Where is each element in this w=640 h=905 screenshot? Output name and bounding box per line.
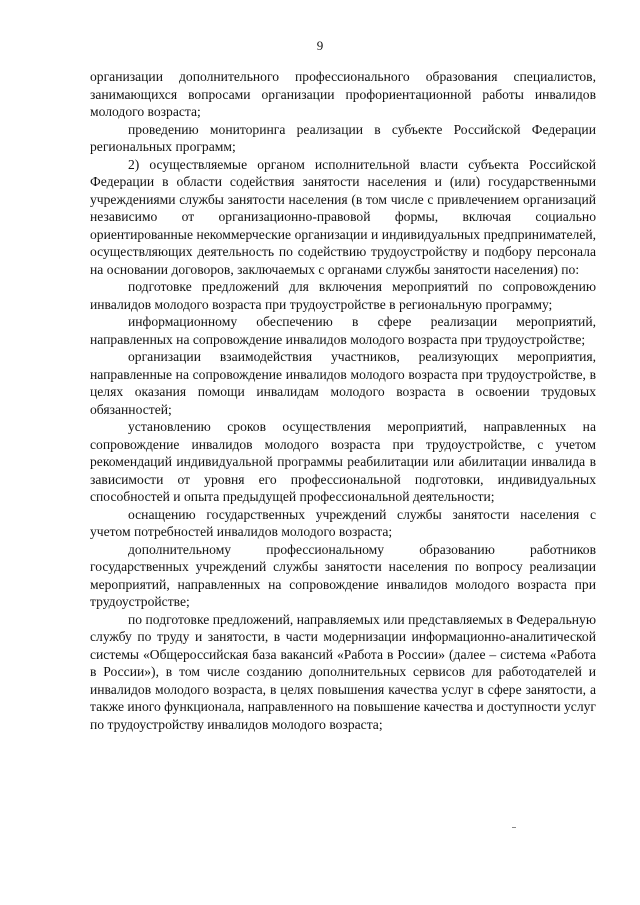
paragraph-equipment: оснащению государственных учреждений службы занятости населения с учетом потребностей инвалидов молодого возраста;	[90, 506, 596, 539]
paragraph-deadlines: установлению сроков осуществления мероприятий, направленных на сопровождение инвалидов молодого возраста при трудоустройстве, с учетом рекомендаций индивидуальной программы реабилитации или абилитации инвалида в зависимости от уровня его профессиональной подготовки, индивидуальных способностей и опыта предыдущей профессиональной деятельности;	[90, 419, 596, 504]
paragraph-education: дополнительному профессиональному образованию работников государственных учреждений службы занятости населения по вопросу реализации мероприятий, направленных на сопровождение инвалидов молодого возраста при трудоустройстве;	[90, 541, 596, 609]
paragraph-interaction: организации взаимодействия участников, реализующих мероприятия, направленные на сопровождение инвалидов молодого возраста при трудоустройстве, в целях оказания помощи инвалидам молодого возраста в освоении трудовых обязанностей;	[90, 349, 596, 417]
paragraph-information-support: информационному обеспечению в сфере реализации мероприятий, направленных на сопровождение инвалидов молодого возраста при трудоустройстве;	[90, 314, 596, 347]
paragraph-system-modernization: по подготовке предложений, направляемых или представляемых в Федеральную службу по труду и занятости, в части модернизации информационно-аналитической системы «Общероссийская база вакансий «Работа в России» (далее – система «Работа в России»), в том числе созданию дополнительных сервисов для работодателей и инвалидов молодого возраста, в целях повышения качества услуг в сфере занятости, а также иного функционала, направленного на повышение качества и доступности услуг по трудоустройству инвалидов молодого возраста;	[90, 611, 596, 732]
paragraph-monitoring: проведению мониторинга реализации в субъекте Российской Федерации региональных программ;	[90, 121, 596, 154]
paragraph-continuation: организации дополнительного профессионального образования специалистов, занимающихся вопросами организации профориентационной работы инвалидов молодого возраста;	[90, 69, 596, 119]
page-number: 9	[316, 38, 324, 53]
paragraph-item-2: 2) осуществляемые органом исполнительной власти субъекта Российской Федерации в области содействия занятости населения и (или) государственными учреждениями службы занятости населения (в том числе с привлечением организаций независимо от организационно-правовой формы, включая социально ориентированные некоммерческие организации и индивидуальных предпринимателей, осуществляющих деятельность по содействию трудоустройству и подбору персонала на основании договоров, заключаемых с органами службы занятости населения) по:	[90, 156, 596, 277]
scan-mark	[512, 827, 516, 828]
paragraph-proposals: подготовке предложений для включения мероприятий по сопровождению инвалидов молодого возраста при трудоустройстве в региональную программу;	[90, 279, 596, 312]
document-body	[90, 68, 596, 733]
